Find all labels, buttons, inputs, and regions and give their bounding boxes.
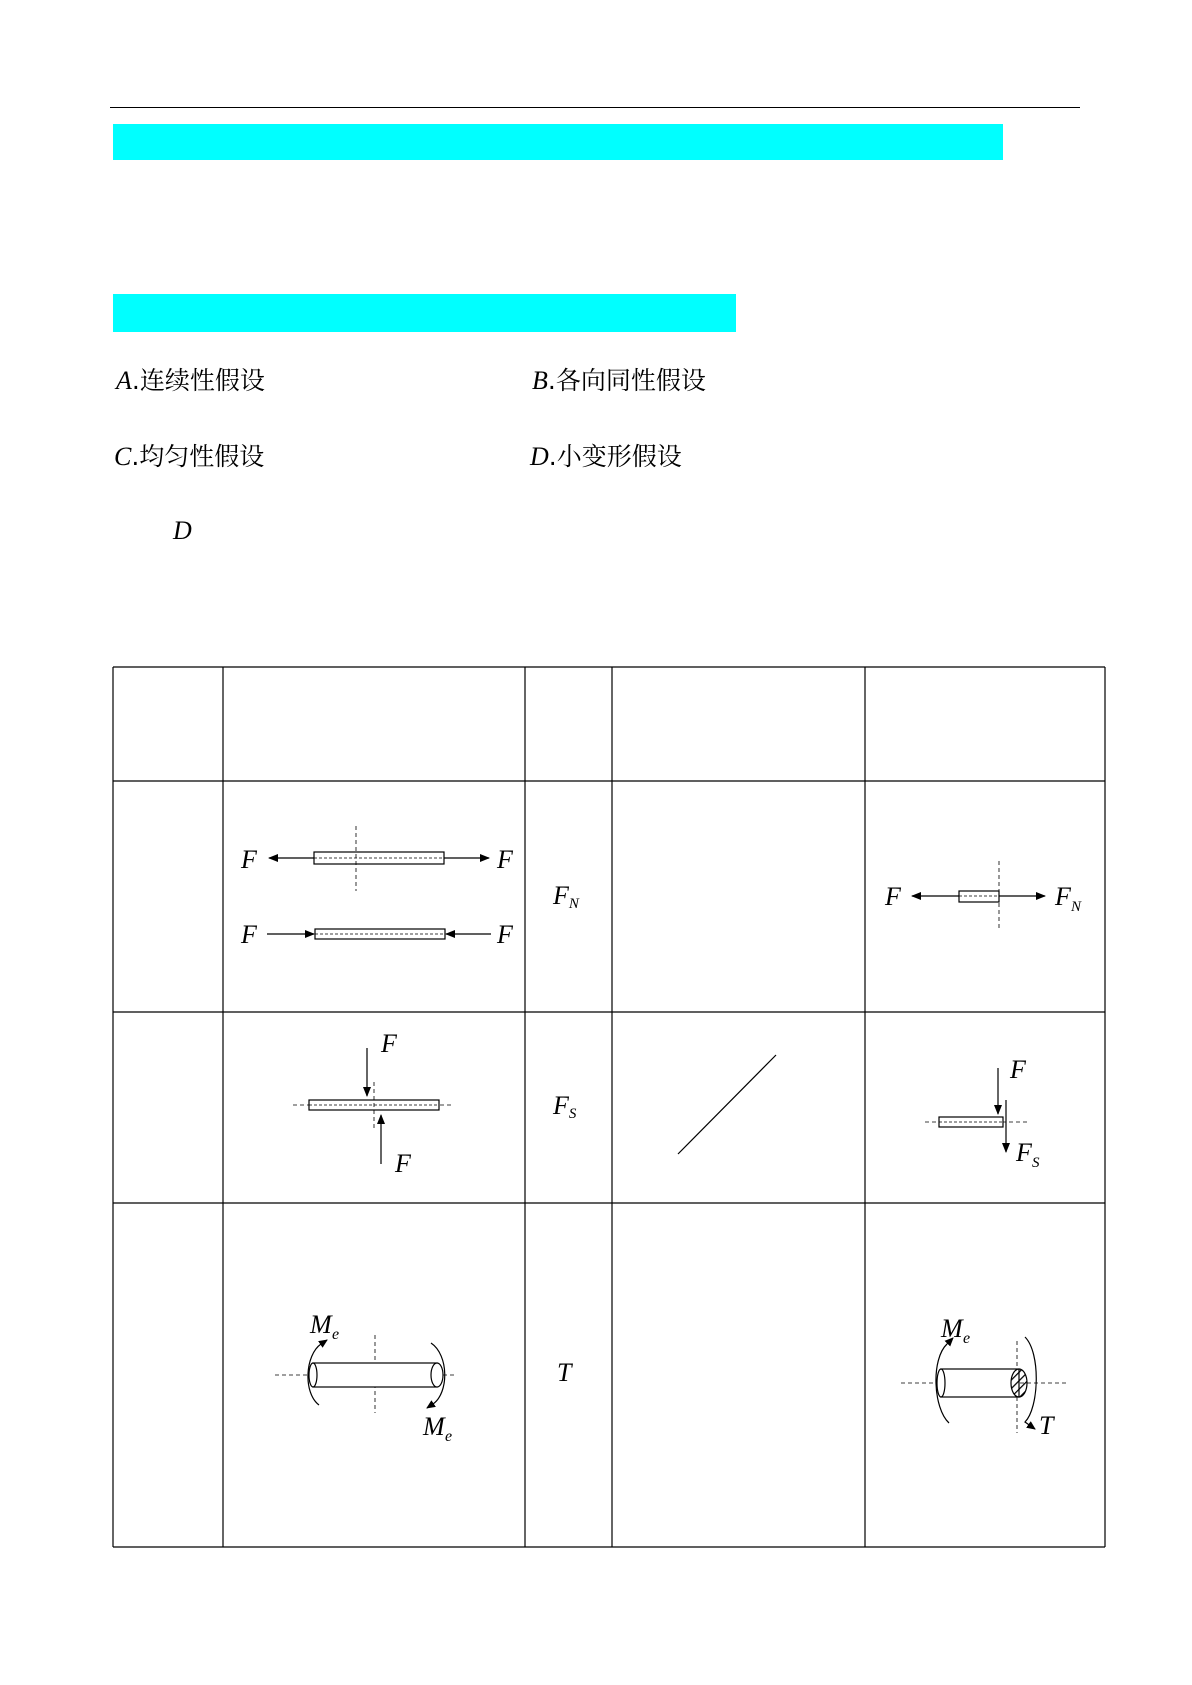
option-c-letter: C <box>114 442 132 471</box>
torsion-moment-label-bottom: M <box>423 1412 445 1441</box>
axial-section-internal-sub: N <box>1071 899 1082 915</box>
internal-force-torque <box>557 1358 571 1388</box>
axial-section-diagram <box>865 781 1105 1012</box>
option-a-text: .连续性假设 <box>131 366 265 395</box>
shear-diagonal-mark <box>612 1012 865 1203</box>
shear-symbol-sub: S <box>568 1106 577 1122</box>
torsion-section-internal-label: T <box>1039 1411 1054 1440</box>
shear-section-force-label: F <box>1010 1055 1026 1084</box>
tension-force-label-left: F <box>241 845 257 874</box>
axial-load-diagram <box>223 781 525 1012</box>
shear-force-label-bottom: F <box>395 1149 411 1178</box>
torsion-load-diagram <box>223 1203 525 1547</box>
option-d-text: .小变形假设 <box>548 442 682 471</box>
shear-section-internal-sub: S <box>1032 1155 1040 1171</box>
axial-section-force-label: F <box>885 882 901 911</box>
axial-section-internal-label: F <box>1055 882 1071 911</box>
internal-force-axial <box>553 881 579 913</box>
shear-section-internal-label: F <box>1016 1138 1032 1167</box>
option-b-text: .各向同性假设 <box>547 366 706 395</box>
torque-symbol-main: T <box>557 1358 572 1387</box>
shear-load-diagram <box>223 1012 525 1203</box>
shear-force-label-top: F <box>381 1029 397 1058</box>
shear-symbol-main: F <box>553 1091 569 1120</box>
torsion-section-diagram <box>865 1203 1105 1547</box>
option-b-letter: B <box>532 366 548 395</box>
torsion-section-moment-sub: e <box>963 1330 971 1347</box>
option-a-letter: A <box>116 366 132 395</box>
axial-symbol-sub: N <box>568 896 579 912</box>
torsion-moment-sub-bottom: e <box>445 1428 453 1445</box>
internal-force-shear <box>553 1091 576 1123</box>
axial-symbol-main: F <box>553 881 569 910</box>
tension-force-label-right: F <box>497 845 513 874</box>
compression-force-label-left: F <box>241 920 257 949</box>
option-c-text: .均匀性假设 <box>131 442 265 471</box>
torsion-section-moment-label: M <box>941 1314 963 1343</box>
torsion-moment-label-top: M <box>310 1310 332 1339</box>
torsion-moment-sub-top: e <box>332 1326 340 1343</box>
option-d-letter: D <box>530 442 549 471</box>
answer-value: D <box>173 516 192 545</box>
shear-section-diagram <box>865 1012 1105 1203</box>
compression-force-label-right: F <box>497 920 513 949</box>
